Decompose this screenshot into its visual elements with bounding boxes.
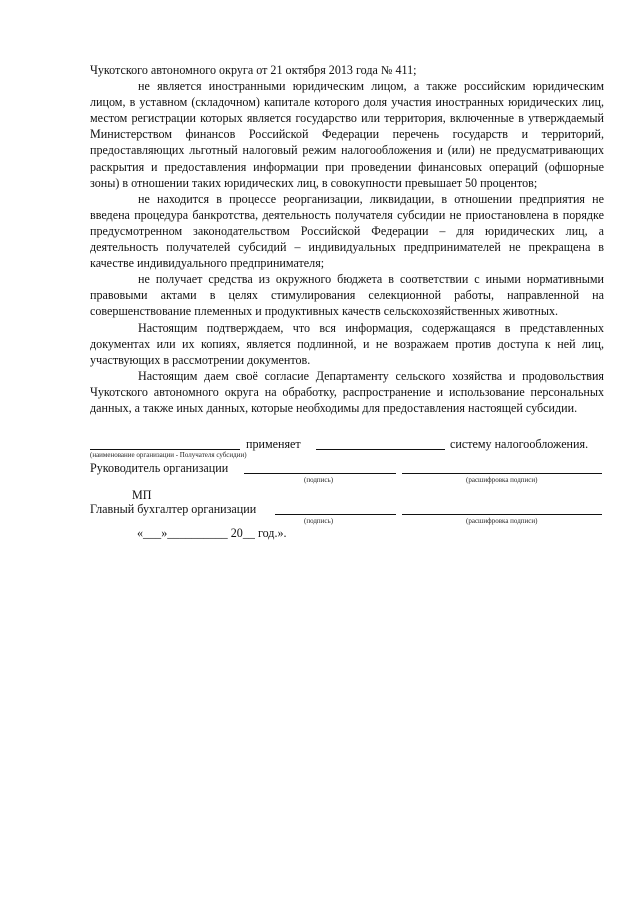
accountant-signature-blank[interactable] [275, 514, 396, 515]
date-line: «___»__________ 20__ год.». [137, 526, 287, 540]
head-decode-caption: (расшифровка подписи) [466, 476, 538, 484]
accountant-label: Главный бухгалтер организации [90, 502, 257, 516]
paragraph-reorganization: не находится в процессе реорганизации, ликвидации, в отношении предприятия не введена процедура банкротства, деятельность получателя субсидии не приостановлена в порядке предусмотренном законодательством Российской Федерации – для юридических лиц, а деятельность получателей субсидий – индивидуальных предпринимателей не прекращена в качестве индивидуального предпринимателя; [90, 191, 604, 271]
paragraph-consent: Настоящим даем своё согласие Департаменту сельского хозяйства и продовольствия Чукотского автономного округа на обработку, распространение и использование персональных данных, а также иных данных, которые необходимы для предоставления настоящей субсидии. [90, 368, 604, 415]
org-name-caption: (наименование организации - Получателя субсидии) [90, 451, 247, 459]
head-signature-block [90, 460, 604, 490]
paragraph-foreign-entity: не является иностранными юридическим лицом, а также российским юридическим лицом, в уставном (складочном) капитале которого доля участия иностранных юридических лиц, местом регистрации которых является государство или территория, включенные в утверждаемый Министерством финансов Российской Федерации перечень государств и территорий, предоставляющих льготный налоговый режим налогообложения и (или) не предусматривающих раскрытия и предоставления информации при проведении финансовых операций (офшорные зоны) в отношении таких юридических лиц, в совокупности превышает 50 процентов; [90, 79, 604, 190]
applies-label: применяет [246, 437, 301, 451]
paragraph-confirmation: Настоящим подтверждаем, что вся информация, содержащаяся в представленных документах или их копиях, является подлинной, и не возражаем против доступа к ней лиц, участвующих в рассмотрении документов. [90, 320, 604, 367]
tax-system-blank[interactable] [316, 449, 445, 450]
accountant-decode-blank[interactable] [402, 514, 602, 515]
head-label: Руководитель организации [90, 461, 229, 475]
stamp-label: МП [132, 488, 152, 502]
org-name-blank[interactable] [90, 449, 240, 450]
paragraph-intro: Чукотского автономного округа от 21 октября 2013 года № 411; [90, 63, 417, 77]
head-decode-blank[interactable] [402, 473, 602, 474]
head-signature-blank[interactable] [244, 473, 396, 474]
accountant-sign-caption: (подпись) [304, 517, 334, 525]
tax-system-label: систему налогообложения. [450, 437, 589, 451]
body-text [90, 62, 604, 416]
paragraph-budget-funds: не получает средства из окружного бюджета в соответствии с иными нормативными правовыми актами в целях стимулирования селекционной работы, направленной на совершенствование племенных и продуктивных качеств сельскохозяйственных животных. [90, 272, 604, 319]
accountant-decode-caption: (расшифровка подписи) [466, 517, 538, 525]
head-sign-caption: (подпись) [304, 476, 334, 484]
